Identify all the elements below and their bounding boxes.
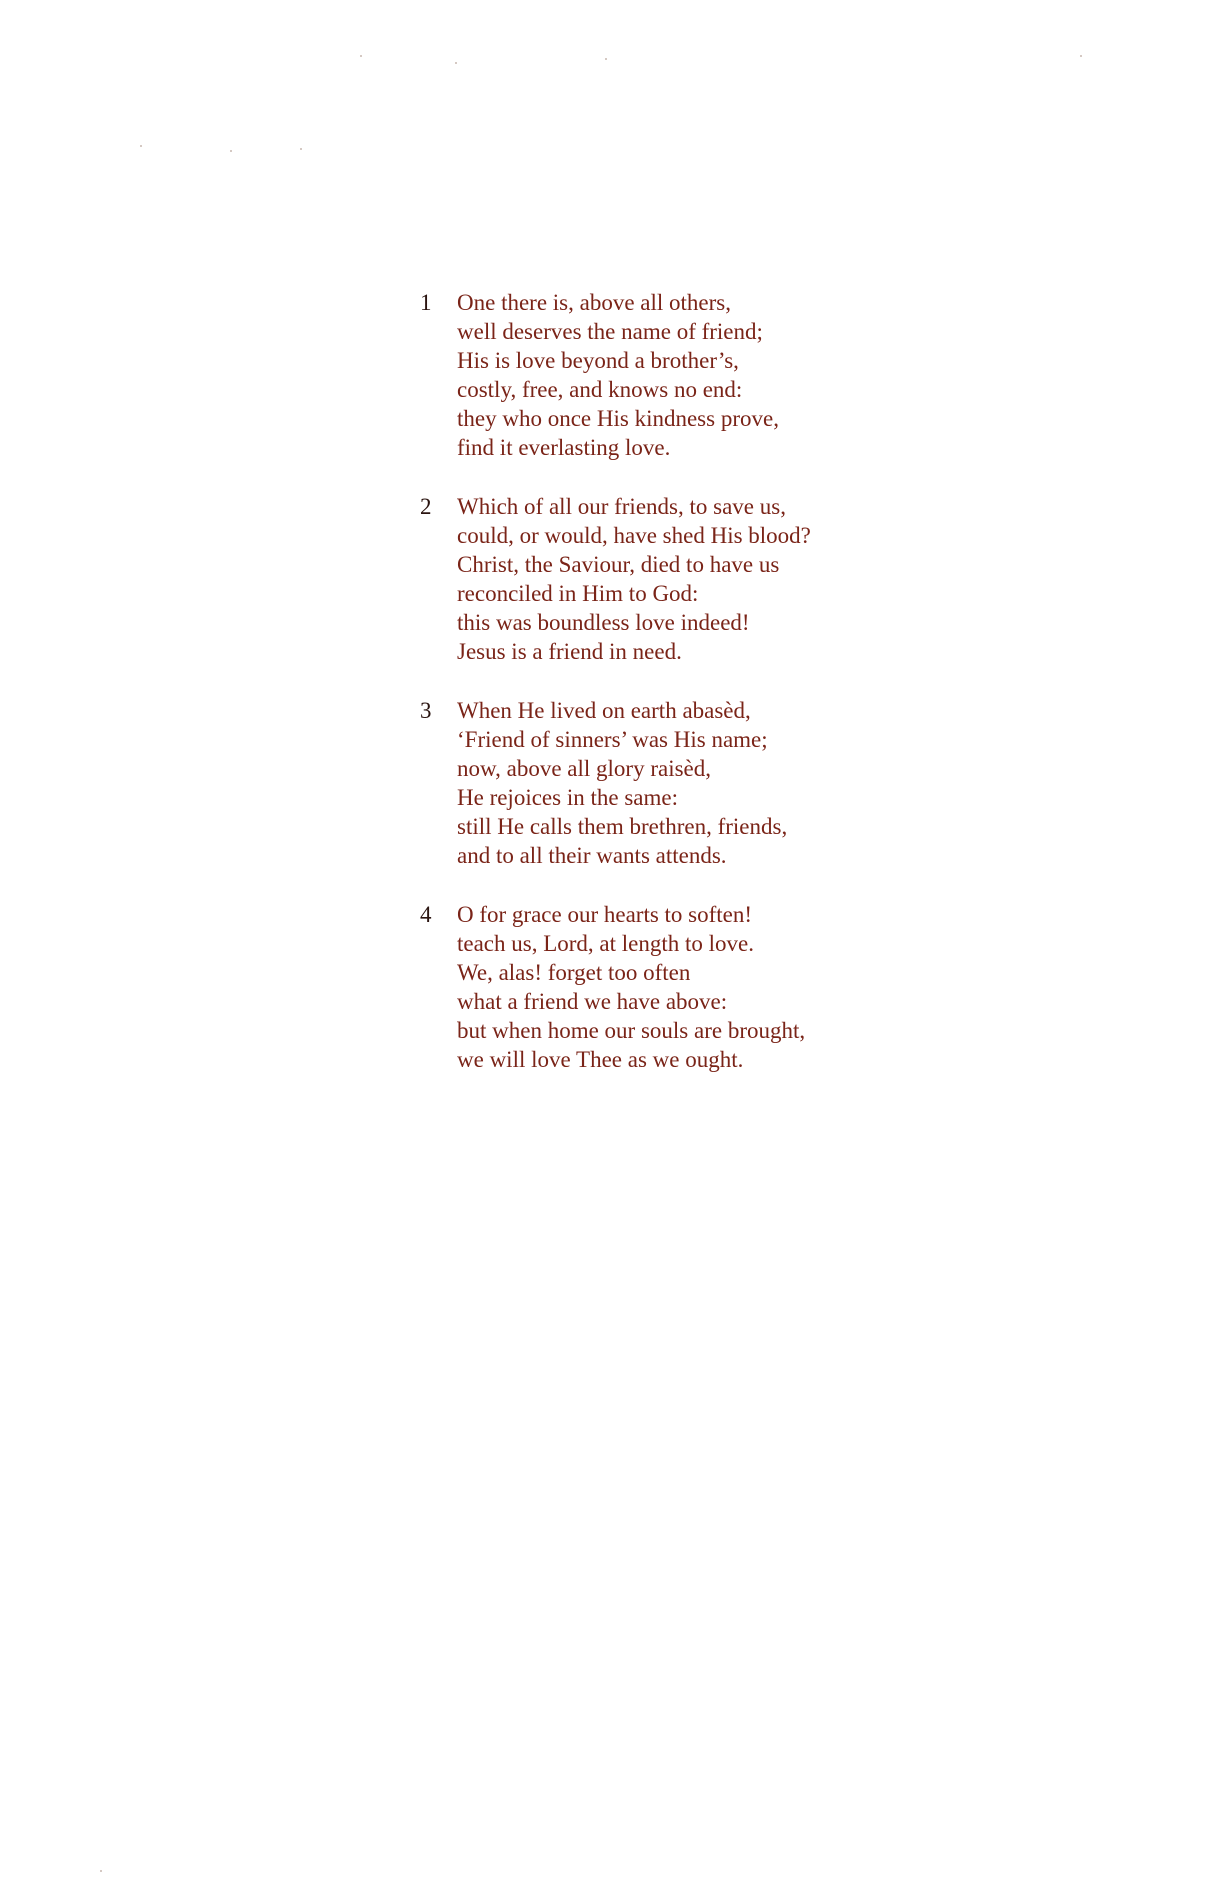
scan-speck [140, 145, 142, 147]
verse [420, 492, 980, 666]
verse-line: ‘Friend of sinners’ was His name; [457, 727, 768, 752]
verse-line: We, alas! forget too often [457, 960, 691, 985]
verse [420, 696, 980, 870]
verse-line: costly, free, and knows no end: [457, 377, 743, 402]
verse-line: His is love beyond a brother’s, [457, 348, 739, 373]
verse-line: When He lived on earth abasèd, [457, 698, 751, 723]
verse-line: we will love Thee as we ought. [457, 1047, 744, 1072]
verse-lines [457, 696, 980, 870]
hymn-text [420, 288, 980, 1104]
verse-line: reconciled in Him to God: [457, 581, 699, 606]
verse-line: still He calls them brethren, friends, [457, 814, 788, 839]
verse-line: One there is, above all others, [457, 290, 731, 315]
verse-line: He rejoices in the same: [457, 785, 678, 810]
scan-speck [100, 1870, 102, 1872]
scan-speck [605, 58, 607, 60]
verse-line: but when home our souls are brought, [457, 1018, 806, 1043]
scan-speck [300, 148, 302, 150]
verse-line: could, or would, have shed His blood? [457, 523, 811, 548]
verse-line: what a friend we have above: [457, 989, 728, 1014]
verse-lines [457, 492, 980, 666]
verse-line: this was boundless love indeed! [457, 610, 750, 635]
verse-line: Which of all our friends, to save us, [457, 494, 786, 519]
verse-number: 1 [420, 290, 432, 315]
verse-line: teach us, Lord, at length to love. [457, 931, 755, 956]
verse-line: Christ, the Saviour, died to have us [457, 552, 780, 577]
verse [420, 900, 980, 1074]
verse-number: 4 [420, 902, 432, 927]
verse-number: 3 [420, 698, 432, 723]
scan-speck [230, 150, 232, 152]
verse-line: now, above all glory raisèd, [457, 756, 711, 781]
scan-speck [1080, 55, 1082, 57]
verse-line: they who once His kindness prove, [457, 406, 779, 431]
verse-line: Jesus is a friend in need. [457, 639, 682, 664]
verse-lines [457, 288, 980, 462]
verse-line: well deserves the name of friend; [457, 319, 763, 344]
verse-line: find it everlasting love. [457, 435, 671, 460]
scan-speck [360, 55, 362, 57]
verse-line: O for grace our hearts to soften! [457, 902, 753, 927]
scan-speck [455, 62, 457, 64]
verse-lines [457, 900, 980, 1074]
verse-number: 2 [420, 494, 432, 519]
verse [420, 288, 980, 462]
verse-line: and to all their wants attends. [457, 843, 727, 868]
